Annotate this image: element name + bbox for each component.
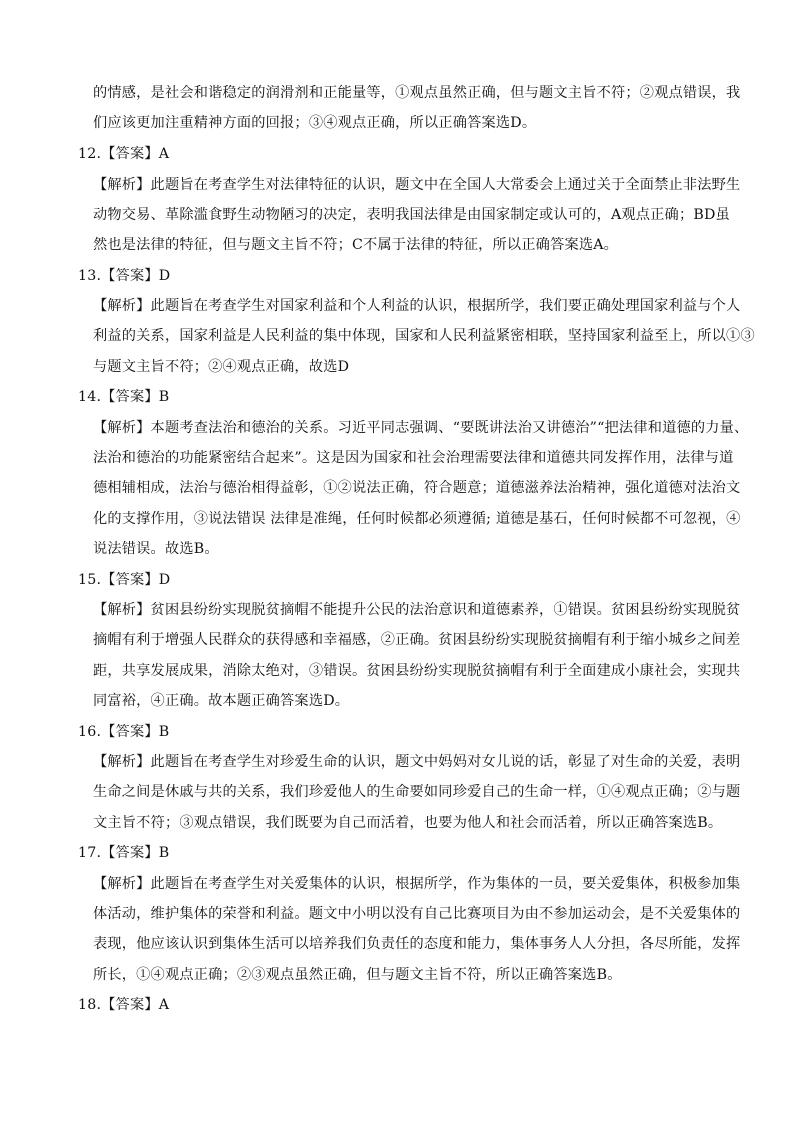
explanation-12-line-2: 动物交易、革除滥食野生动物陋习的决定，表明我国法律是由国家制定或认可的，A观点正确；BD虽 bbox=[93, 207, 730, 223]
explanation-14-line-2: 法治和德治的功能紧密结合起来”。这是因为国家和社会治理需要法律和道德共同发挥作用，法律与道 bbox=[93, 450, 734, 466]
intro-line-2: 们应该更加注重精神方面的回报；③④观点正确，所以正确答案选D。 bbox=[93, 115, 537, 131]
explanation-13-line-2: 利益的关系，国家利益是人民利益的集中体现，国家和人民利益紧密相联，坚持国家利益至上，所以①③ bbox=[93, 328, 755, 344]
explanation-14-line-5: 说法错误。故选B。 bbox=[93, 541, 219, 557]
answer-16: 16.【答案】B bbox=[78, 724, 170, 740]
intro-line-1: 的情感，是社会和谐稳定的润滑剂和正能量等，①观点虽然正确，但与题文主旨不符；②观点错误，我 bbox=[93, 85, 741, 101]
explanation-16-line-3: 文主旨不符；③观点错误，我们既要为自己而活着，也要为他人和社会而活着，所以正确答案选B。 bbox=[93, 815, 723, 831]
answer-18: 18.【答案】A bbox=[78, 997, 170, 1013]
answer-12: 12.【答案】A bbox=[78, 146, 170, 162]
explanation-13-line-1: 【解析】此题旨在考查学生对国家利益和个人利益的认识，根据所学，我们要正确处理国家利益与个人 bbox=[93, 298, 741, 314]
explanation-16-line-2: 生命之间是休戚与共的关系，我们珍爱他人的生命要如同珍爱自己的生命一样，①④观点正确；②与题 bbox=[93, 784, 741, 800]
explanation-17-line-1: 【解析】此题旨在考查学生对关爱集体的认识，根据所学，作为集体的一员，要关爱集体，积极参加集 bbox=[93, 876, 741, 892]
explanation-15-line-4: 同富裕，④正确。故本题正确答案选D。 bbox=[93, 693, 350, 709]
answer-13: 13.【答案】D bbox=[78, 268, 171, 284]
explanation-17-line-2: 体活动，维护集体的荣誉和利益。题文中小明以没有自己比赛项目为由不参加运动会，是不关爱集体的 bbox=[93, 906, 741, 922]
answer-15: 15.【答案】D bbox=[78, 572, 171, 588]
explanation-12-line-1: 【解析】此题旨在考查学生对法律特征的认识，题文中在全国人大常委会上通过关于全面禁止非法野生 bbox=[93, 177, 741, 193]
explanation-15-line-3: 距，共享发展成果，消除太绝对，③错误。贫困县纷纷实现脱贫摘帽有利于全面建成小康社会，实现共 bbox=[93, 663, 741, 679]
explanation-13-line-3: 与题文主旨不符；②④观点正确，故选D bbox=[93, 359, 350, 375]
explanation-17-line-3: 表现，他应该认识到集体生活可以培养我们负责任的态度和能力，集体事务人人分担，各尽所能，发挥 bbox=[93, 936, 741, 952]
explanation-14-line-4: 化的支撑作用，③说法错误 法律是准绳，任何时候都必须遵循; 道德是基石，任何时候都不可忽视，④ bbox=[93, 511, 741, 527]
explanation-14-line-3: 德相辅相成，法治与德治相得益彰，①②说法正确，符合题意；道德滋养法治精神，强化道德对法治文 bbox=[93, 480, 741, 496]
explanation-15-line-1: 【解析】贫困县纷纷实现脱贫摘帽不能提升公民的法治意识和道德素养，①错误。贫困县纷纷实现脱贫 bbox=[93, 602, 741, 618]
explanation-16-line-1: 【解析】此题旨在考查学生对珍爱生命的认识，题文中妈妈对女儿说的话，彰显了对生命的关爱，表明 bbox=[93, 754, 741, 770]
answer-14: 14.【答案】B bbox=[78, 389, 170, 405]
explanation-12-line-3: 然也是法律的特征，但与题文主旨不符；C不属于法律的特征，所以正确答案选A。 bbox=[93, 237, 619, 253]
explanation-14-line-1: 【解析】本题考查法治和德治的关系。习近平同志强调、“要既讲法治又讲德治”“把法律和道德的力量、 bbox=[93, 420, 749, 436]
answer-17: 17.【答案】B bbox=[78, 845, 170, 861]
explanation-15-line-2: 摘帽有利于增强人民群众的获得感和幸福感，②正确。贫困县纷纷实现脱贫摘帽有利于缩小城乡之间差 bbox=[93, 632, 741, 648]
explanation-17-line-4: 所长，①④观点正确；②③观点虽然正确，但与题文主旨不符，所以正确答案选B。 bbox=[93, 967, 622, 983]
